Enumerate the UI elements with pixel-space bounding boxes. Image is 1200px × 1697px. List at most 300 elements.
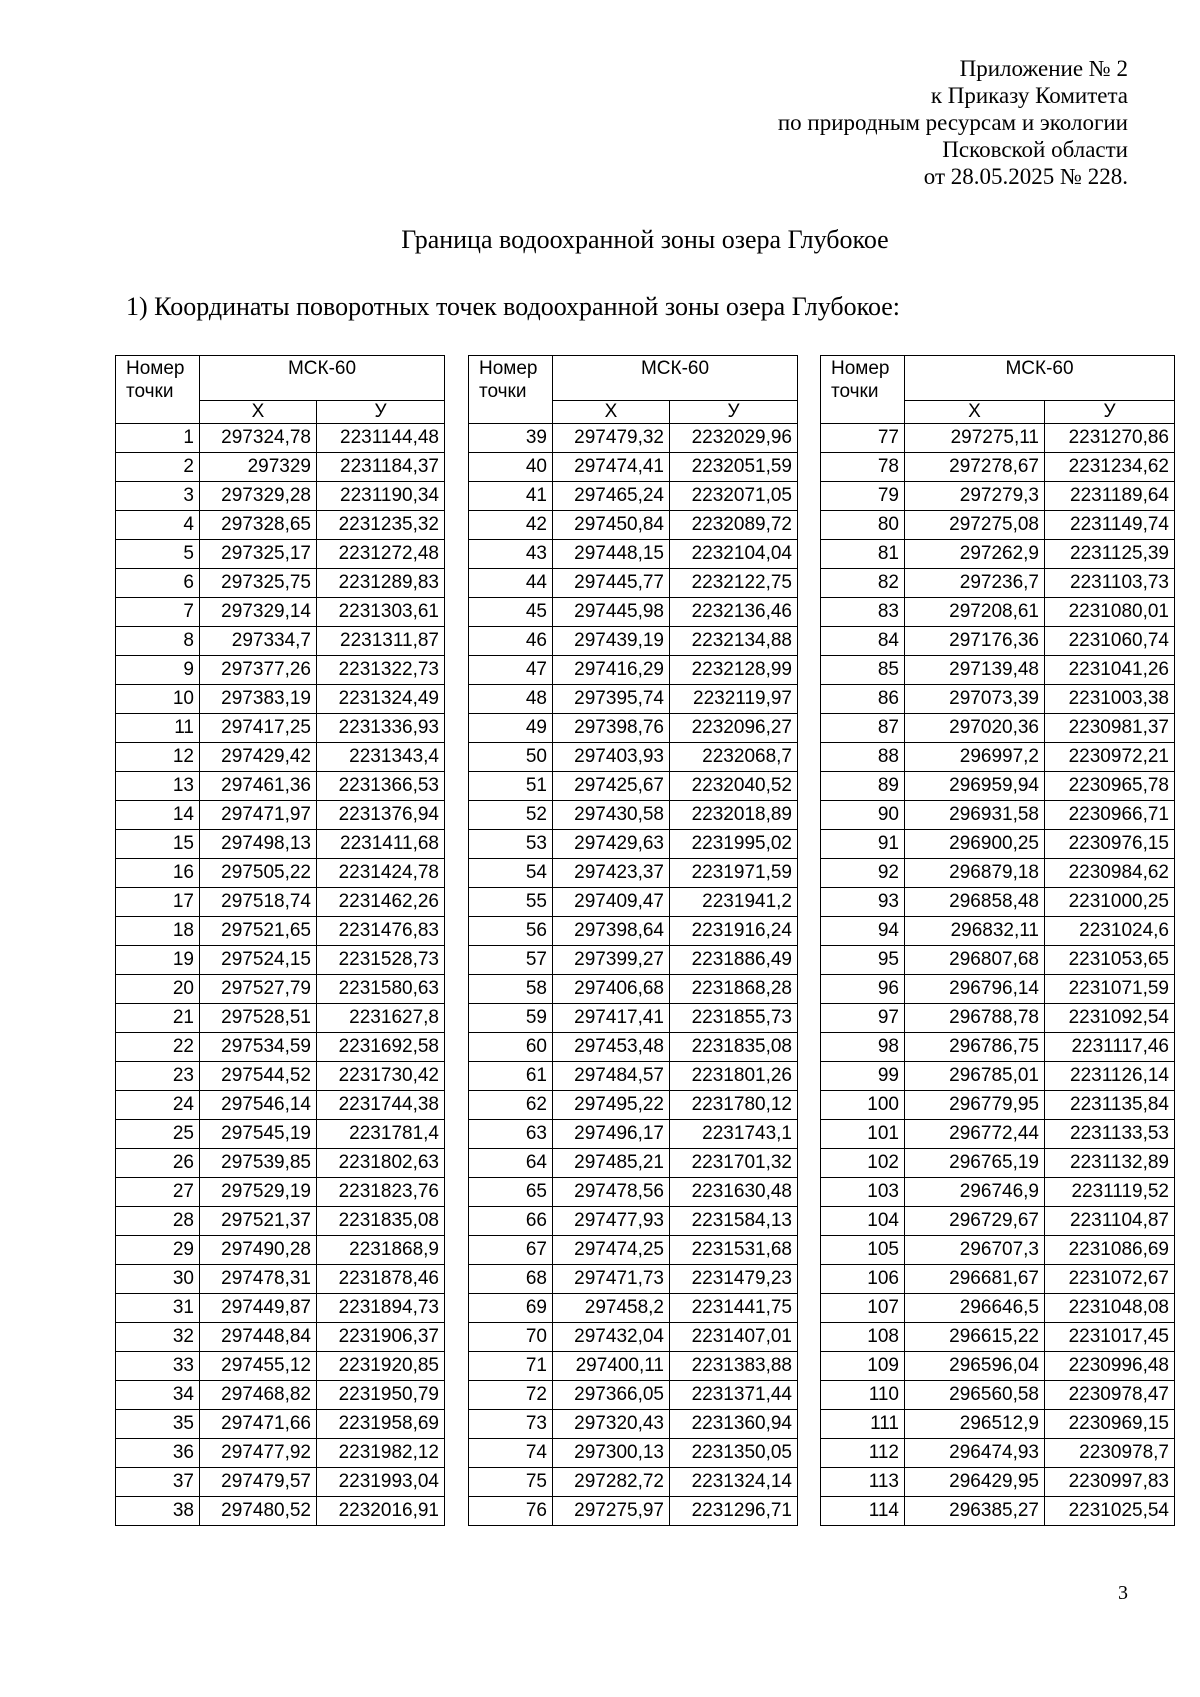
y-coordinate-cell: 2231941,2 bbox=[670, 888, 798, 917]
point-number-cell: 91 bbox=[821, 830, 905, 859]
x-coordinate-cell: 296560,58 bbox=[905, 1381, 1045, 1410]
point-number-cell: 57 bbox=[469, 946, 553, 975]
point-number-cell: 52 bbox=[469, 801, 553, 830]
table-row bbox=[116, 888, 445, 917]
x-coordinate-cell: 297325,17 bbox=[200, 540, 317, 569]
table-body bbox=[469, 424, 798, 1526]
point-number-cell: 8 bbox=[116, 627, 200, 656]
x-coordinate-cell: 296997,2 bbox=[905, 743, 1045, 772]
table-row bbox=[469, 1410, 798, 1439]
y-coordinate-cell: 2231133,53 bbox=[1045, 1120, 1175, 1149]
x-coordinate-cell: 297430,58 bbox=[553, 801, 670, 830]
table-row bbox=[469, 946, 798, 975]
table-row bbox=[116, 772, 445, 801]
point-number-cell: 53 bbox=[469, 830, 553, 859]
point-number-cell: 82 bbox=[821, 569, 905, 598]
x-coordinate-cell: 296615,22 bbox=[905, 1323, 1045, 1352]
table-row bbox=[821, 1207, 1175, 1236]
y-coordinate-cell: 2231920,85 bbox=[317, 1352, 445, 1381]
y-coordinate-cell: 2231906,37 bbox=[317, 1323, 445, 1352]
x-coordinate-cell: 296832,11 bbox=[905, 917, 1045, 946]
x-coordinate-cell: 296596,04 bbox=[905, 1352, 1045, 1381]
x-coordinate-cell: 296681,67 bbox=[905, 1265, 1045, 1294]
x-coordinate-cell: 297495,22 bbox=[553, 1091, 670, 1120]
x-coordinate-cell: 297176,36 bbox=[905, 627, 1045, 656]
y-coordinate-cell: 2231303,61 bbox=[317, 598, 445, 627]
table-row bbox=[116, 946, 445, 975]
y-coordinate-cell: 2231324,14 bbox=[670, 1468, 798, 1497]
table-row bbox=[821, 1091, 1175, 1120]
x-coordinate-cell: 297409,47 bbox=[553, 888, 670, 917]
point-number-cell: 105 bbox=[821, 1236, 905, 1265]
y-coordinate-cell: 2231441,75 bbox=[670, 1294, 798, 1323]
y-coordinate-cell: 2231855,73 bbox=[670, 1004, 798, 1033]
x-coordinate-cell: 296474,93 bbox=[905, 1439, 1045, 1468]
table-row bbox=[821, 1381, 1175, 1410]
x-coordinate-cell: 297278,67 bbox=[905, 453, 1045, 482]
y-coordinate-cell: 2231528,73 bbox=[317, 946, 445, 975]
x-coordinate-cell: 297471,97 bbox=[200, 801, 317, 830]
table-row bbox=[821, 598, 1175, 627]
x-coordinate-cell: 297478,56 bbox=[553, 1178, 670, 1207]
table-row bbox=[821, 1439, 1175, 1468]
y-coordinate-cell: 2231296,71 bbox=[670, 1497, 798, 1526]
x-coordinate-cell: 297425,67 bbox=[553, 772, 670, 801]
point-number-cell: 29 bbox=[116, 1236, 200, 1265]
point-number-cell: 86 bbox=[821, 685, 905, 714]
point-number-cell: 73 bbox=[469, 1410, 553, 1439]
point-number-cell: 51 bbox=[469, 772, 553, 801]
table-row bbox=[821, 801, 1175, 830]
y-coordinate-cell: 2231823,76 bbox=[317, 1178, 445, 1207]
y-coordinate-cell: 2231025,54 bbox=[1045, 1497, 1175, 1526]
x-coordinate-cell: 297236,7 bbox=[905, 569, 1045, 598]
y-coordinate-cell: 2231017,45 bbox=[1045, 1323, 1175, 1352]
table-row bbox=[469, 1236, 798, 1265]
y-coordinate-cell: 2230997,83 bbox=[1045, 1468, 1175, 1497]
x-coordinate-cell: 296729,67 bbox=[905, 1207, 1045, 1236]
table-row bbox=[469, 511, 798, 540]
table-row bbox=[469, 1265, 798, 1294]
y-coordinate-cell: 2231343,4 bbox=[317, 743, 445, 772]
point-number-header: Номер точки bbox=[821, 356, 905, 424]
x-coordinate-cell: 297524,15 bbox=[200, 946, 317, 975]
x-coordinate-cell: 297334,7 bbox=[200, 627, 317, 656]
table-row bbox=[469, 1497, 798, 1526]
x-coordinate-cell: 297329,14 bbox=[200, 598, 317, 627]
table-row bbox=[821, 424, 1175, 453]
table-row bbox=[821, 453, 1175, 482]
point-number-cell: 25 bbox=[116, 1120, 200, 1149]
x-coordinate-cell: 297449,87 bbox=[200, 1294, 317, 1323]
x-coordinate-cell: 297400,11 bbox=[553, 1352, 670, 1381]
point-number-cell: 83 bbox=[821, 598, 905, 627]
y-coordinate-cell: 2231071,59 bbox=[1045, 975, 1175, 1004]
x-coordinate-cell: 297534,59 bbox=[200, 1033, 317, 1062]
y-coordinate-cell: 2231060,74 bbox=[1045, 627, 1175, 656]
table-row bbox=[116, 540, 445, 569]
x-coordinate-cell: 296512,9 bbox=[905, 1410, 1045, 1439]
y-coordinate-cell: 2231878,46 bbox=[317, 1265, 445, 1294]
x-coordinate-cell: 297395,74 bbox=[553, 685, 670, 714]
header-line: от 28.05.2025 № 228. bbox=[923, 164, 1128, 189]
point-number-cell: 77 bbox=[821, 424, 905, 453]
point-number-cell: 54 bbox=[469, 859, 553, 888]
point-number-cell: 72 bbox=[469, 1381, 553, 1410]
y-coordinate-cell: 2231730,42 bbox=[317, 1062, 445, 1091]
x-coordinate-cell: 296788,78 bbox=[905, 1004, 1045, 1033]
table-row bbox=[469, 975, 798, 1004]
x-coordinate-cell: 297329 bbox=[200, 453, 317, 482]
coordinates-table-1 bbox=[115, 355, 445, 1526]
y-coordinate-cell: 2232016,91 bbox=[317, 1497, 445, 1526]
table-row bbox=[821, 1468, 1175, 1497]
y-coordinate-cell: 2231950,79 bbox=[317, 1381, 445, 1410]
x-coordinate-cell: 297539,85 bbox=[200, 1149, 317, 1178]
table-row bbox=[469, 743, 798, 772]
x-coordinate-cell: 297329,28 bbox=[200, 482, 317, 511]
x-coordinate-cell: 297485,21 bbox=[553, 1149, 670, 1178]
table-row bbox=[469, 830, 798, 859]
x-coordinate-cell: 297477,92 bbox=[200, 1439, 317, 1468]
point-number-cell: 9 bbox=[116, 656, 200, 685]
y-coordinate-cell: 2231311,87 bbox=[317, 627, 445, 656]
y-coordinate-cell: 2231371,44 bbox=[670, 1381, 798, 1410]
table-row bbox=[116, 1381, 445, 1410]
table-row bbox=[821, 859, 1175, 888]
y-coordinate-cell: 2231886,49 bbox=[670, 946, 798, 975]
point-number-cell: 30 bbox=[116, 1265, 200, 1294]
x-coordinate-cell: 297480,52 bbox=[200, 1497, 317, 1526]
x-coordinate-cell: 297477,93 bbox=[553, 1207, 670, 1236]
point-number-cell: 60 bbox=[469, 1033, 553, 1062]
table-row bbox=[469, 801, 798, 830]
section-heading: 1) Координаты поворотных точек водоохранной зоны озера Глубокое: bbox=[126, 292, 901, 321]
y-axis-header: У bbox=[1045, 401, 1175, 424]
y-coordinate-cell: 2230972,21 bbox=[1045, 743, 1175, 772]
y-coordinate-cell: 2231125,39 bbox=[1045, 540, 1175, 569]
x-coordinate-cell: 297479,57 bbox=[200, 1468, 317, 1497]
point-number-header: Номер точки bbox=[116, 356, 200, 424]
x-coordinate-cell: 296807,68 bbox=[905, 946, 1045, 975]
point-number-cell: 93 bbox=[821, 888, 905, 917]
x-coordinate-cell: 297399,27 bbox=[553, 946, 670, 975]
x-coordinate-cell: 296786,75 bbox=[905, 1033, 1045, 1062]
table-row bbox=[469, 1439, 798, 1468]
y-coordinate-cell: 2231048,08 bbox=[1045, 1294, 1175, 1323]
coordinate-system-header: МСК-60 bbox=[905, 356, 1175, 401]
y-coordinate-cell: 2232136,46 bbox=[670, 598, 798, 627]
table-row bbox=[116, 917, 445, 946]
point-number-cell: 87 bbox=[821, 714, 905, 743]
y-coordinate-cell: 2231149,74 bbox=[1045, 511, 1175, 540]
table-row bbox=[116, 1410, 445, 1439]
y-coordinate-cell: 2231479,23 bbox=[670, 1265, 798, 1294]
point-number-cell: 63 bbox=[469, 1120, 553, 1149]
y-coordinate-cell: 2231424,78 bbox=[317, 859, 445, 888]
y-coordinate-cell: 2230996,48 bbox=[1045, 1352, 1175, 1381]
x-coordinate-cell: 297505,22 bbox=[200, 859, 317, 888]
point-number-cell: 22 bbox=[116, 1033, 200, 1062]
table-row bbox=[821, 1294, 1175, 1323]
x-coordinate-cell: 297020,36 bbox=[905, 714, 1045, 743]
y-coordinate-cell: 2231117,46 bbox=[1045, 1033, 1175, 1062]
x-coordinate-cell: 297448,15 bbox=[553, 540, 670, 569]
x-coordinate-cell: 297465,24 bbox=[553, 482, 670, 511]
point-number-cell: 21 bbox=[116, 1004, 200, 1033]
header-line: Псковской области bbox=[942, 137, 1128, 162]
point-number-cell: 6 bbox=[116, 569, 200, 598]
point-number-cell: 20 bbox=[116, 975, 200, 1004]
y-coordinate-cell: 2231627,8 bbox=[317, 1004, 445, 1033]
header-line: Приложение № 2 bbox=[959, 56, 1128, 81]
table-row bbox=[469, 1381, 798, 1410]
y-axis-header: У bbox=[670, 401, 798, 424]
table-row bbox=[469, 685, 798, 714]
x-coordinate-cell: 296707,3 bbox=[905, 1236, 1045, 1265]
point-number-cell: 17 bbox=[116, 888, 200, 917]
y-coordinate-cell: 2230966,71 bbox=[1045, 801, 1175, 830]
point-number-cell: 113 bbox=[821, 1468, 905, 1497]
y-coordinate-cell: 2231802,63 bbox=[317, 1149, 445, 1178]
x-coordinate-cell: 297417,41 bbox=[553, 1004, 670, 1033]
y-coordinate-cell: 2232134,88 bbox=[670, 627, 798, 656]
point-number-cell: 28 bbox=[116, 1207, 200, 1236]
table-row bbox=[116, 598, 445, 627]
table-body bbox=[821, 424, 1175, 1526]
point-number-cell: 62 bbox=[469, 1091, 553, 1120]
table-row bbox=[116, 627, 445, 656]
y-coordinate-cell: 2230981,37 bbox=[1045, 714, 1175, 743]
coordinate-system-header: МСК-60 bbox=[200, 356, 445, 401]
x-coordinate-cell: 297377,26 bbox=[200, 656, 317, 685]
point-number-cell: 47 bbox=[469, 656, 553, 685]
point-number-cell: 98 bbox=[821, 1033, 905, 1062]
y-coordinate-cell: 2231376,94 bbox=[317, 801, 445, 830]
point-number-cell: 24 bbox=[116, 1091, 200, 1120]
point-number-cell: 84 bbox=[821, 627, 905, 656]
y-coordinate-cell: 2231383,88 bbox=[670, 1352, 798, 1381]
point-number-cell: 68 bbox=[469, 1265, 553, 1294]
y-coordinate-cell: 2232071,05 bbox=[670, 482, 798, 511]
header-line: по природным ресурсам и экологии bbox=[777, 110, 1128, 135]
point-number-cell: 59 bbox=[469, 1004, 553, 1033]
y-axis-header: У bbox=[317, 401, 445, 424]
x-coordinate-cell: 296879,18 bbox=[905, 859, 1045, 888]
table-row bbox=[116, 1004, 445, 1033]
x-coordinate-cell: 297262,9 bbox=[905, 540, 1045, 569]
x-coordinate-cell: 296959,94 bbox=[905, 772, 1045, 801]
point-number-cell: 95 bbox=[821, 946, 905, 975]
document-title: Граница водоохранной зоны озера Глубокое bbox=[401, 225, 889, 254]
point-number-cell: 66 bbox=[469, 1207, 553, 1236]
table-row bbox=[821, 1323, 1175, 1352]
point-number-cell: 107 bbox=[821, 1294, 905, 1323]
x-coordinate-cell: 296796,14 bbox=[905, 975, 1045, 1004]
table-row bbox=[116, 743, 445, 772]
y-coordinate-cell: 2231476,83 bbox=[317, 917, 445, 946]
point-number-cell: 45 bbox=[469, 598, 553, 627]
y-coordinate-cell: 2231103,73 bbox=[1045, 569, 1175, 598]
point-number-cell: 85 bbox=[821, 656, 905, 685]
x-coordinate-cell: 297406,68 bbox=[553, 975, 670, 1004]
table-row bbox=[469, 1091, 798, 1120]
x-coordinate-cell: 296858,48 bbox=[905, 888, 1045, 917]
table-row bbox=[469, 1178, 798, 1207]
y-coordinate-cell: 2231024,6 bbox=[1045, 917, 1175, 946]
table-row bbox=[116, 801, 445, 830]
y-coordinate-cell: 2231584,13 bbox=[670, 1207, 798, 1236]
table-row bbox=[116, 1323, 445, 1352]
x-coordinate-cell: 297417,25 bbox=[200, 714, 317, 743]
table-row bbox=[116, 1468, 445, 1497]
x-coordinate-cell: 297498,13 bbox=[200, 830, 317, 859]
table-row bbox=[469, 424, 798, 453]
table-row bbox=[469, 859, 798, 888]
coordinates-table-3 bbox=[820, 355, 1175, 1526]
point-number-cell: 71 bbox=[469, 1352, 553, 1381]
point-number-cell: 109 bbox=[821, 1352, 905, 1381]
x-coordinate-cell: 297398,76 bbox=[553, 714, 670, 743]
y-coordinate-cell: 2230978,7 bbox=[1045, 1439, 1175, 1468]
table-row bbox=[469, 917, 798, 946]
y-coordinate-cell: 2231916,24 bbox=[670, 917, 798, 946]
point-number-cell: 11 bbox=[116, 714, 200, 743]
y-coordinate-cell: 2231000,25 bbox=[1045, 888, 1175, 917]
x-coordinate-cell: 296429,95 bbox=[905, 1468, 1045, 1497]
x-coordinate-cell: 297445,98 bbox=[553, 598, 670, 627]
x-coordinate-cell: 297474,25 bbox=[553, 1236, 670, 1265]
x-axis-header: Х bbox=[200, 401, 317, 424]
table-row bbox=[821, 569, 1175, 598]
point-number-cell: 50 bbox=[469, 743, 553, 772]
y-coordinate-cell: 2232089,72 bbox=[670, 511, 798, 540]
point-number-cell: 19 bbox=[116, 946, 200, 975]
point-number-cell: 103 bbox=[821, 1178, 905, 1207]
point-number-cell: 15 bbox=[116, 830, 200, 859]
table-row bbox=[116, 1265, 445, 1294]
point-number-cell: 74 bbox=[469, 1439, 553, 1468]
x-coordinate-cell: 296772,44 bbox=[905, 1120, 1045, 1149]
point-number-cell: 37 bbox=[116, 1468, 200, 1497]
point-number-cell: 106 bbox=[821, 1265, 905, 1294]
x-coordinate-cell: 297403,93 bbox=[553, 743, 670, 772]
point-number-cell: 64 bbox=[469, 1149, 553, 1178]
x-coordinate-cell: 297275,08 bbox=[905, 511, 1045, 540]
table-row bbox=[469, 453, 798, 482]
table-row bbox=[116, 975, 445, 1004]
point-number-cell: 23 bbox=[116, 1062, 200, 1091]
table-row bbox=[821, 1033, 1175, 1062]
table-row bbox=[469, 772, 798, 801]
point-number-cell: 36 bbox=[116, 1439, 200, 1468]
table-row bbox=[469, 482, 798, 511]
point-number-cell: 99 bbox=[821, 1062, 905, 1091]
x-coordinate-cell: 297300,13 bbox=[553, 1439, 670, 1468]
point-number-cell: 111 bbox=[821, 1410, 905, 1439]
table-row bbox=[821, 830, 1175, 859]
y-coordinate-cell: 2230978,47 bbox=[1045, 1381, 1175, 1410]
header-line: к Приказу Комитета bbox=[930, 83, 1128, 108]
table-row bbox=[116, 1120, 445, 1149]
y-coordinate-cell: 2231407,01 bbox=[670, 1323, 798, 1352]
x-coordinate-cell: 297458,2 bbox=[553, 1294, 670, 1323]
point-number-cell: 43 bbox=[469, 540, 553, 569]
table-row bbox=[821, 714, 1175, 743]
x-coordinate-cell: 296646,5 bbox=[905, 1294, 1045, 1323]
x-coordinate-cell: 297479,32 bbox=[553, 424, 670, 453]
y-coordinate-cell: 2231360,94 bbox=[670, 1410, 798, 1439]
point-number-cell: 34 bbox=[116, 1381, 200, 1410]
x-coordinate-cell: 297325,75 bbox=[200, 569, 317, 598]
table-row bbox=[116, 1207, 445, 1236]
point-number-cell: 31 bbox=[116, 1294, 200, 1323]
point-number-cell: 13 bbox=[116, 772, 200, 801]
table-row bbox=[116, 482, 445, 511]
point-number-cell: 76 bbox=[469, 1497, 553, 1526]
y-coordinate-cell: 2232029,96 bbox=[670, 424, 798, 453]
coordinate-system-header: МСК-60 bbox=[553, 356, 798, 401]
y-coordinate-cell: 2232128,99 bbox=[670, 656, 798, 685]
table-row bbox=[116, 685, 445, 714]
table-row bbox=[821, 1178, 1175, 1207]
table-row bbox=[116, 830, 445, 859]
y-coordinate-cell: 2230984,62 bbox=[1045, 859, 1175, 888]
point-number-cell: 58 bbox=[469, 975, 553, 1004]
y-coordinate-cell: 2232051,59 bbox=[670, 453, 798, 482]
table-row bbox=[821, 917, 1175, 946]
x-coordinate-cell: 297546,14 bbox=[200, 1091, 317, 1120]
point-number-cell: 26 bbox=[116, 1149, 200, 1178]
point-number-cell: 70 bbox=[469, 1323, 553, 1352]
x-coordinate-cell: 297366,05 bbox=[553, 1381, 670, 1410]
y-coordinate-cell: 2231190,34 bbox=[317, 482, 445, 511]
point-number-cell: 42 bbox=[469, 511, 553, 540]
table-row bbox=[116, 1178, 445, 1207]
point-number-cell: 88 bbox=[821, 743, 905, 772]
x-coordinate-cell: 297490,28 bbox=[200, 1236, 317, 1265]
appendix-header bbox=[628, 55, 1128, 190]
table-row bbox=[821, 627, 1175, 656]
y-coordinate-cell: 2231580,63 bbox=[317, 975, 445, 1004]
table-row bbox=[116, 569, 445, 598]
x-coordinate-cell: 297528,51 bbox=[200, 1004, 317, 1033]
y-coordinate-cell: 2231350,05 bbox=[670, 1439, 798, 1468]
table-row bbox=[469, 627, 798, 656]
table-row bbox=[469, 540, 798, 569]
x-coordinate-cell: 297328,65 bbox=[200, 511, 317, 540]
y-coordinate-cell: 2232040,52 bbox=[670, 772, 798, 801]
table-row bbox=[821, 685, 1175, 714]
table-row bbox=[469, 1004, 798, 1033]
point-number-cell: 7 bbox=[116, 598, 200, 627]
point-number-cell: 110 bbox=[821, 1381, 905, 1410]
x-coordinate-cell: 297455,12 bbox=[200, 1352, 317, 1381]
x-coordinate-cell: 297139,48 bbox=[905, 656, 1045, 685]
x-coordinate-cell: 297484,57 bbox=[553, 1062, 670, 1091]
point-number-cell: 61 bbox=[469, 1062, 553, 1091]
table-row bbox=[116, 1091, 445, 1120]
x-coordinate-cell: 297073,39 bbox=[905, 685, 1045, 714]
point-number-cell: 90 bbox=[821, 801, 905, 830]
y-coordinate-cell: 2231743,1 bbox=[670, 1120, 798, 1149]
x-coordinate-cell: 297474,41 bbox=[553, 453, 670, 482]
table-row bbox=[821, 743, 1175, 772]
y-coordinate-cell: 2231958,69 bbox=[317, 1410, 445, 1439]
y-coordinate-cell: 2231995,02 bbox=[670, 830, 798, 859]
x-coordinate-cell: 297398,64 bbox=[553, 917, 670, 946]
table-row bbox=[116, 424, 445, 453]
